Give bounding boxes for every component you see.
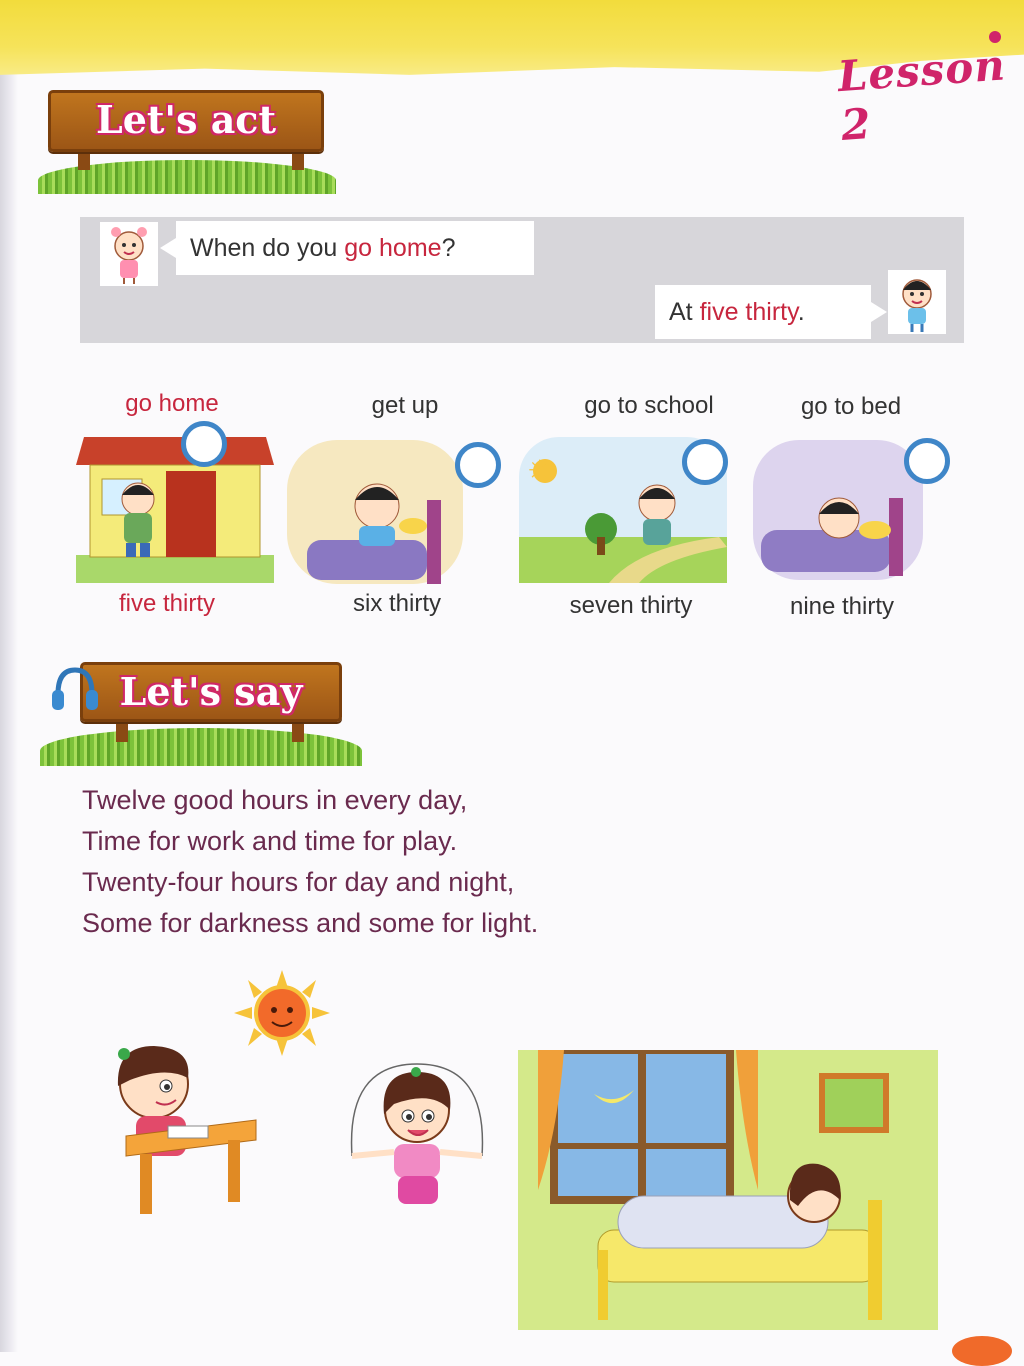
page-number-badge <box>952 1336 1012 1366</box>
question-text-end: ? <box>441 234 456 262</box>
answer-text-start: At <box>669 298 700 326</box>
lesson-title: Lesson 2 <box>836 40 1008 150</box>
question-bubble <box>176 221 534 275</box>
question-text-start: When do you <box>190 234 345 262</box>
girl-studying-illustration <box>96 1036 262 1226</box>
question-highlight: go home <box>344 234 442 262</box>
headphones-icon <box>50 664 100 716</box>
activity-time-3: seven thirty <box>569 592 693 619</box>
bubble-tail <box>871 302 887 322</box>
get-up-scene <box>287 440 463 584</box>
activity-time-1: five thirty <box>118 590 216 617</box>
lets-act-sign <box>48 90 324 152</box>
activity-time-2: six thirty <box>352 590 441 617</box>
girl-avatar <box>100 222 158 286</box>
clock-icon <box>904 438 950 484</box>
answer-highlight: five thirty <box>699 298 798 326</box>
book-spine <box>0 0 18 1352</box>
go-home-scene <box>76 415 274 583</box>
activity-name-1: go home <box>125 390 219 417</box>
lets-say-sign <box>80 662 342 722</box>
grass-strip <box>40 728 362 766</box>
girl-sleeping-illustration <box>518 1050 938 1330</box>
activity-name-3: go to school <box>584 392 714 419</box>
activity-name-4: go to bed <box>800 393 902 420</box>
answer-bubble <box>655 285 871 339</box>
boy-avatar <box>888 270 946 334</box>
clock-icon <box>682 439 728 485</box>
poem-line-4: Some for darkness and some for light. <box>82 908 539 938</box>
girl-jumping-rope-illustration <box>342 1060 492 1220</box>
activity-name-2: get up <box>371 392 439 419</box>
lets-say-heading: Let's say <box>119 669 303 714</box>
poem-line-1: Twelve good hours in every day, <box>82 785 468 815</box>
bubble-tail <box>160 238 176 258</box>
lets-act-heading: Let's act <box>95 97 277 142</box>
sun-icon: ☀ <box>527 455 553 486</box>
clock-icon <box>181 421 227 467</box>
clock-icon <box>455 442 501 488</box>
answer-text-end: . <box>797 298 805 326</box>
poem-line-2: Time for work and time for play. <box>82 826 458 856</box>
activity-time-4: nine thirty <box>789 593 895 620</box>
poem-line-3: Twenty-four hours for day and night, <box>82 867 515 897</box>
go-to-bed-scene <box>753 440 923 580</box>
